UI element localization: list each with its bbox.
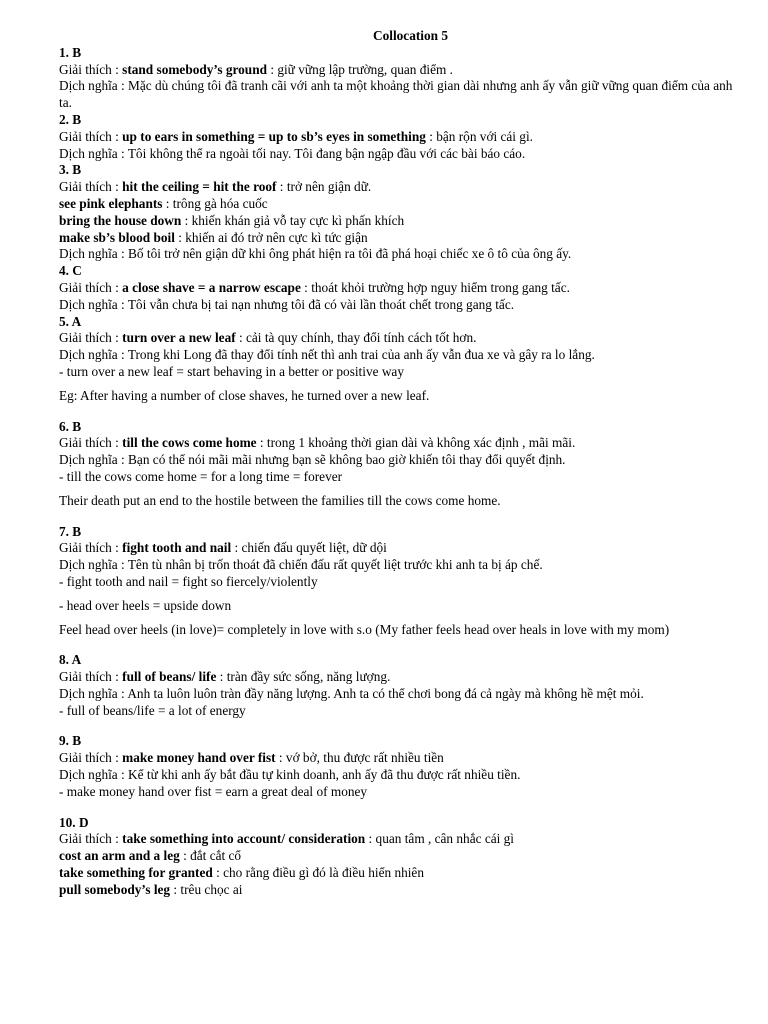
line-text: : cho rằng điều gì đó là điều hiển nhiên <box>212 865 424 881</box>
explanation-line <box>59 179 738 196</box>
explanation-line <box>59 330 738 347</box>
explanation-line <box>59 78 738 112</box>
explanation-line <box>59 196 738 213</box>
answer-label: 2. B <box>59 111 82 127</box>
answer-list <box>59 45 738 899</box>
collocation-term: see pink elephants <box>59 195 163 211</box>
explanation-line <box>59 435 738 452</box>
explanation-line <box>59 865 738 882</box>
line-text: Giải thích : <box>59 669 123 685</box>
line-text: Dịch nghĩa : Mặc dù chúng tôi đã tranh cãi với anh ta một khoảng thời gian dài nhưng anh ấy vẫn giữ vững quan điểm của anh ta. <box>59 78 733 111</box>
collocation-term: up to ears in something = up to sb’s eyes in something <box>122 128 426 144</box>
explanation-line <box>59 669 738 686</box>
collocation-term: fight tooth and nail <box>122 540 232 556</box>
line-text: Giải thích : <box>59 435 123 451</box>
line-text: Dịch nghĩa : Tôi không thể ra ngoài tối nay. Tôi đang bận ngập đầu với các bài báo cáo. <box>59 145 526 161</box>
line-text: - make money hand over fist = earn a great deal of money <box>59 783 368 799</box>
answer-label: 1. B <box>59 44 82 60</box>
line-text: : giữ vững lập trường, quan điểm . <box>267 61 453 77</box>
line-text: : cải tà quy chính, thay đổi tính cách tốt hơn. <box>235 330 477 346</box>
line-text: : đắt cắt cổ <box>179 848 242 864</box>
example-paragraph: Feel head over heels (in love)= completely in love with s.o (My father feels head over heals in love with my mom) <box>59 621 670 637</box>
line-text: - fight tooth and nail = fight so fiercely/violently <box>59 573 318 589</box>
line-text: : khiến khán giả vỗ tay cực kì phấn khích <box>181 212 405 228</box>
explanation-line <box>59 882 738 899</box>
collocation-term: pull somebody’s leg <box>59 881 171 897</box>
answer-section <box>59 162 738 263</box>
collocation-term: take something for granted <box>59 865 213 881</box>
collocation-term: stand somebody’s ground <box>122 61 267 77</box>
explanation-line <box>59 364 738 381</box>
explanation-line <box>59 574 738 591</box>
example-paragraph: Their death put an end to the hostile between the families till the cows come home. <box>59 492 501 508</box>
example-paragraph: Eg: After having a number of close shaves, he turned over a new leaf. <box>59 387 430 403</box>
line-text: Dịch nghĩa : Bố tôi trở nên giận dữ khi ông phát hiện ra tôi đã phá hoại chiếc xe ô tô của ông ấy. <box>59 246 572 262</box>
line-text: Giải thích : <box>59 128 123 144</box>
explanation-line <box>59 557 738 574</box>
explanation-line <box>59 784 738 801</box>
answer-label: 6. B <box>59 418 82 434</box>
line-text: Dịch nghĩa : Bạn có thể nói mãi mãi nhưng bạn sẽ không bao giờ khiến tôi thay đổi quyết định. <box>59 452 566 468</box>
explanation-line <box>59 280 738 297</box>
answer-section <box>59 815 738 899</box>
answer-label: 10. D <box>59 814 89 830</box>
line-text: : trêu chọc ai <box>170 881 243 897</box>
answer-section <box>59 112 738 162</box>
line-text: Dịch nghĩa : Anh ta luôn luôn tràn đầy năng lượng. Anh ta có thể chơi bong đá cả ngày mà không hề mệt mỏi. <box>59 685 644 701</box>
line-text: Giải thích : <box>59 750 123 766</box>
collocation-term: hit the ceiling = hit the roof <box>122 179 277 195</box>
line-text: Giải thích : <box>59 330 123 346</box>
answer-label: 3. B <box>59 162 82 178</box>
collocation-term: take something into account/ consideration <box>122 831 366 847</box>
answer-label: 7. B <box>59 523 82 539</box>
collocation-term: cost an arm and a leg <box>59 848 180 864</box>
explanation-line <box>59 848 738 865</box>
explanation-line <box>59 230 738 247</box>
answer-label: 5. A <box>59 313 82 329</box>
collocation-term: till the cows come home <box>122 435 257 451</box>
line-text: : thoát khỏi trường hợp nguy hiểm trong gang tấc. <box>300 279 570 295</box>
collocation-term: turn over a new leaf <box>122 330 236 346</box>
answer-section <box>59 419 738 510</box>
explanation-line <box>59 831 738 848</box>
explanation-line <box>59 767 738 784</box>
collocation-term: bring the house down <box>59 212 182 228</box>
example-paragraph: - head over heels = upside down <box>59 597 232 613</box>
explanation-line <box>59 146 738 163</box>
line-text: : tràn đầy sức sống, năng lượng. <box>216 669 391 685</box>
line-text: Giải thích : <box>59 61 123 77</box>
answer-label: 8. A <box>59 652 82 668</box>
collocation-term: make sb’s blood boil <box>59 229 175 245</box>
explanation-line <box>59 686 738 703</box>
line-text: : quan tâm , cân nhắc cái gì <box>365 831 514 847</box>
explanation-line <box>59 213 738 230</box>
explanation-line <box>59 297 738 314</box>
line-text: : chiến đấu quyết liệt, dữ dội <box>231 540 387 556</box>
collocation-term: make money hand over fist <box>122 750 276 766</box>
line-text: Dịch nghĩa : Tôi vẫn chưa bị tai nạn nhưng tôi đã có vài lần thoát chết trong gang tấc. <box>59 296 515 312</box>
explanation-line <box>59 62 738 79</box>
answer-label: 4. C <box>59 263 82 279</box>
explanation-line <box>59 129 738 146</box>
answer-section <box>59 652 738 719</box>
line-text: Dịch nghĩa : Tên tù nhân bị trốn thoát đã chiến đấu rất quyết liệt trước khi anh ta bị áp chế. <box>59 557 543 573</box>
line-text: - full of beans/life = a lot of energy <box>59 702 246 718</box>
line-text: : trở nên giận dữ. <box>276 179 372 195</box>
line-text: : trông gà hóa cuốc <box>162 195 268 211</box>
line-text: - turn over a new leaf = start behaving in a better or positive way <box>59 363 404 379</box>
answer-section <box>59 733 738 800</box>
answer-section <box>59 263 738 313</box>
line-text: - till the cows come home = for a long time = forever <box>59 468 343 484</box>
line-text: : vớ bở, thu được rất nhiều tiền <box>275 750 444 766</box>
answer-section <box>59 45 738 112</box>
line-text: : khiến ai đó trở nên cực kì tức giận <box>174 229 368 245</box>
collocation-term: a close shave = a narrow escape <box>122 279 301 295</box>
answer-section <box>59 314 738 405</box>
line-text: Giải thích : <box>59 279 123 295</box>
collocation-term: full of beans/ life <box>122 669 217 685</box>
explanation-line <box>59 246 738 263</box>
line-text: Giải thích : <box>59 179 123 195</box>
page-title: Collocation 5 <box>373 28 448 43</box>
explanation-line <box>59 469 738 486</box>
line-text: : bận rộn với cái gì. <box>425 128 533 144</box>
explanation-line <box>59 452 738 469</box>
line-text: Giải thích : <box>59 540 123 556</box>
explanation-line <box>59 750 738 767</box>
explanation-line <box>59 540 738 557</box>
explanation-line <box>59 347 738 364</box>
answer-label: 9. B <box>59 733 82 749</box>
answer-section <box>59 524 738 639</box>
explanation-line <box>59 703 738 720</box>
line-text: Dịch nghĩa : Kể từ khi anh ấy bắt đầu tự kinh doanh, anh ấy đã thu được rất nhiều tiền. <box>59 767 521 783</box>
line-text: Dịch nghĩa : Trong khi Long đã thay đổi tính nết thì anh trai của anh ấy vẫn đua xe và gây ra lo lắng. <box>59 347 595 363</box>
line-text: : trong 1 khoảng thời gian dài và không xác định , mãi mãi. <box>256 435 576 451</box>
line-text: Giải thích : <box>59 831 123 847</box>
